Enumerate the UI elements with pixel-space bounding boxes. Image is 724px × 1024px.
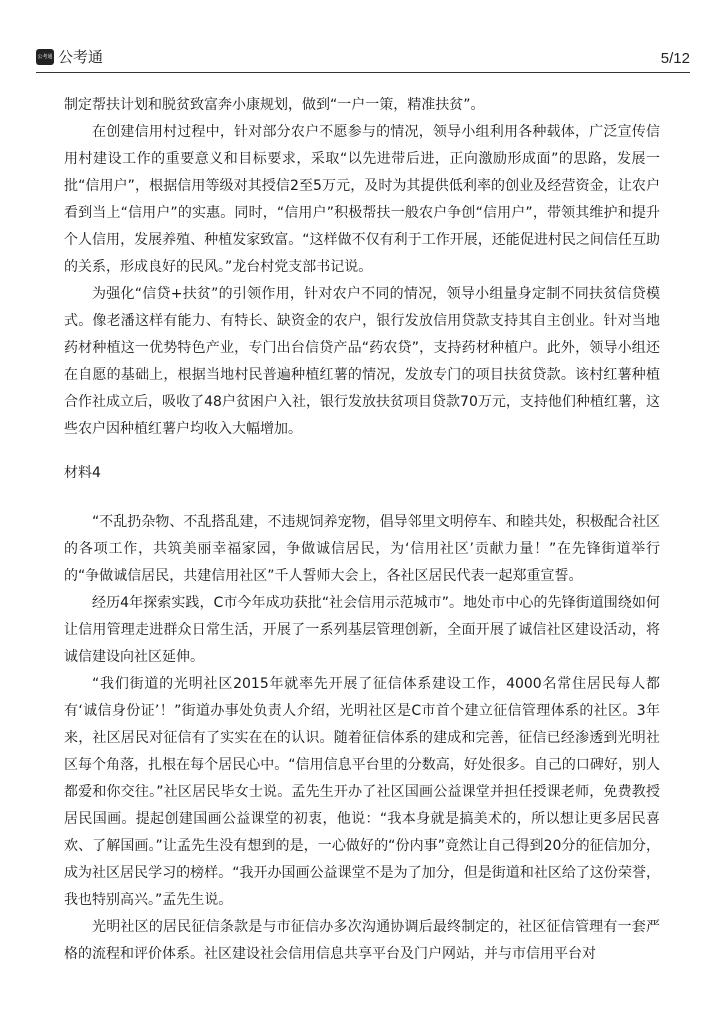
document-body: [64, 92, 660, 968]
logo-text: 公考通: [58, 48, 104, 66]
paragraph: 为强化“信贷+扶贫”的引领作用，针对农户不同的情况，领导小组量身定制不同扶贫信贷模式。像老潘这样有能力、有特长、缺资金的农户，银行发放信用贷款支持其自主创业。针对当地药材种植这一优势特色产业，专门出台信贷产品“药农贷”，支持药材种植户。此外，领导小组还在自愿的基础上，根据当地村民普遍种植红薯的情况，发放专门的项目扶贫贷款。该村红薯种植合作社成立后，吸收了48户贫困户入社，银行发放扶贫项目贷款70万元，支持他们种植红薯，这些农户因种植红薯户均收入大幅增加。: [64, 286, 660, 437]
section-heading: 材料4: [64, 465, 101, 481]
logo-icon: 公考通: [36, 49, 54, 65]
paragraph: 经历4年探索实践，C市今年成功获批“社会信用示范城市”。地处市中心的先锋街道围绕如何让信用管理走进群众日常生活，开展了一系列基层管理创新，全面开展了诚信社区建设活动，将诚信建设向社区延伸。: [64, 595, 660, 665]
paragraph: “我们街道的光明社区2015年就率先开展了征信体系建设工作，4000名常住居民每人都有‘诚信身份证’！”街道办事处负责人介绍，光明社区是C市首个建立征信管理体系的社区。3年来，社区居民对征信有了实实在在的认识。随着征信体系的建成和完善，征信已经渗透到光明社区每个角落，扎根在每个居民心中。“信用信息平台里的分数高，好处很多。自己的口碑好，别人都爱和你交往。”社区居民毕女士说。孟先生开办了社区国画公益课堂并担任授课老师，免费教授居民国画。提起创建国画公益课堂的初衷，他说：“我本身就是搞美术的，所以想让更多居民喜欢、了解国画。”让孟先生没有想到的是，一心做好的“份内事”竟然让自己得到20分的征信加分，成为社区居民学习的榜样。“我开办国画公益课堂不是为了加分，但是街道和社区给了这份荣誉，我也特别高兴。”孟先生说。: [64, 676, 660, 908]
paragraph: 光明社区的居民征信条款是与市征信办多次沟通协调后最终制定的，社区征信管理有一套严格的流程和评价体系。社区建设社会信用信息共享平台及门户网站，并与市信用平台对: [64, 919, 660, 962]
page-header: [0, 0, 724, 78]
header-divider: [36, 72, 690, 73]
paragraph: “不乱扔杂物、不乱搭乱建，不违规饲养宠物，倡导邻里文明停车、和睦共处，积极配合社区的各项工作，共筑美丽幸福家园，争做诚信居民，为‘信用社区’贡献力量！”在先锋街道举行的“争做诚信居民，共建信用社区”千人誓师大会上，各社区居民代表一起郑重宣誓。: [64, 514, 660, 584]
page-number: 5/12: [660, 50, 690, 67]
paragraph-continuation: 制定帮扶计划和脱贫致富奔小康规划，做到“一户一策，精准扶贫”。: [64, 97, 485, 113]
paragraph: 在创建信用村过程中，针对部分农户不愿参与的情况，领导小组利用各种载体，广泛宣传信用村建设工作的重要意义和目标要求，采取“以先进带后进，正向激励形成面”的思路，发展一批“信用户”，根据信用等级对其授信2至5万元，及时为其提供低利率的创业及经营资金，让农户看到当上“信用户”的实惠。同时，“信用户”积极帮扶一般农户争创“信用户”，带领其维护和提升个人信用，发展养殖、种植发家致富。“这样做不仅有利于工作开展，还能促进村民之间信任互助的关系，形成良好的民风。”龙台村党支部书记说。: [64, 124, 660, 275]
